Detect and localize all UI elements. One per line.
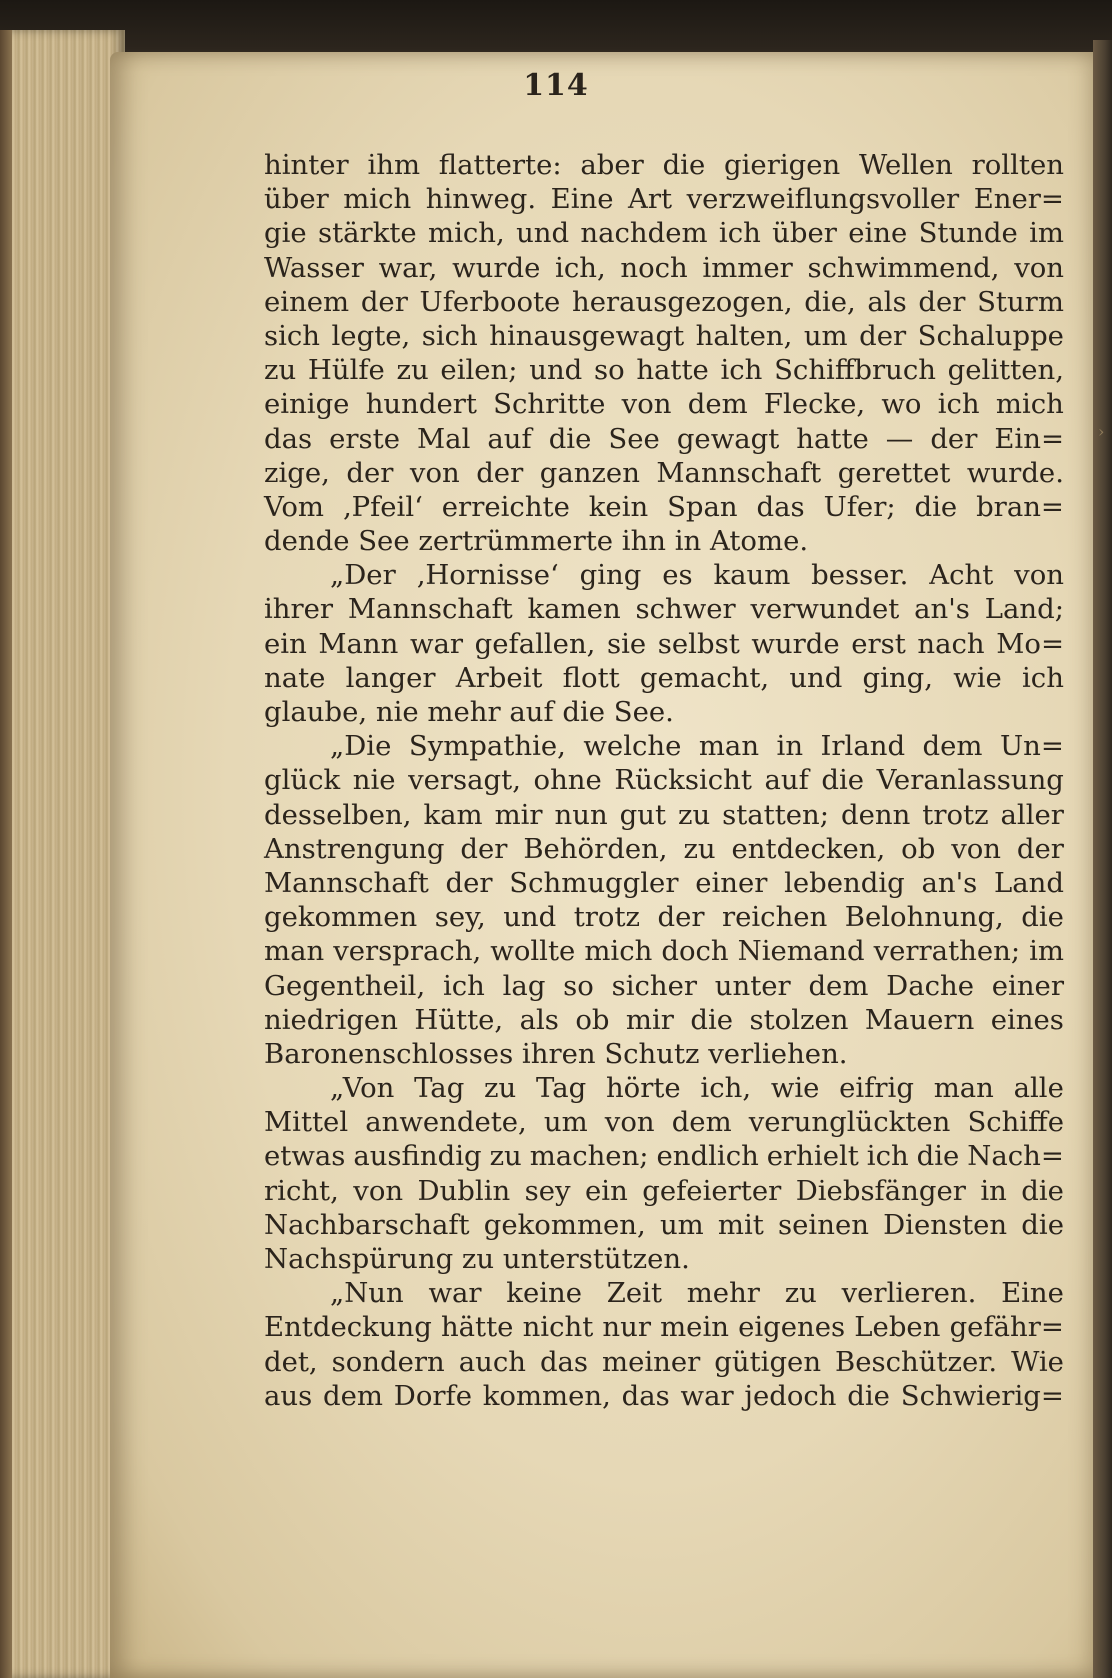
text-line: aus dem Dorfe kommen, das war jedoch die Schwierig= [264,1379,1064,1412]
text-line: einem der Uferboote herausgezogen, die, als der Sturm [264,285,1064,318]
text-line: einige hundert Schritte von dem Flecke, wo ich mich [264,388,1064,421]
text-line: „Der ‚Hornisse‘ ging es kaum besser. Acht von [330,559,1064,592]
margin-mark: › [1098,422,1105,441]
text-line: Anstrengung der Behörden, zu entdecken, ob von der [264,832,1064,865]
text-line: zu Hülfe zu eilen; und so hatte ich Schiffbruch gelitten, [264,354,1064,387]
text-line: Mannschaft der Schmuggler einer lebendig an's Land [264,866,1064,899]
text-line: ihrer Mannschaft kamen schwer verwundet an's Land; [264,593,1064,626]
text-line: dende See zertrümmerte ihn in Atome. [264,525,809,558]
text-line: Baronenschlosses ihren Schutz verliehen. [264,1037,848,1070]
text-line: zige, der von der ganzen Mannschaft gerettet wurde. [264,456,1064,489]
text-line: det, sondern auch das meiner gütigen Beschützer. Wie [264,1345,1064,1378]
text-line: ein Mann war gefallen, sie selbst wurde erst nach Mo= [264,627,1064,660]
text-line: Nachspürung zu unterstützen. [264,1243,690,1275]
text-line: hinter ihm flatterte: aber die gierigen Wellen rollten [264,149,1064,181]
text-line: Vom ‚Pfeil‘ erreichte kein Span das Ufer; die bran= [264,490,1064,523]
text-line: glück nie versagt, ohne Rücksicht auf die Veranlassung [264,764,1064,797]
text-line: „Nun war keine Zeit mehr zu verlieren. Eine [330,1277,1064,1310]
book-page-edges [0,30,125,1678]
text-line: sich legte, sich hinausgewagt halten, um der Schaluppe [264,319,1064,352]
text-line: Gegentheil, ich lag so sicher unter dem Dache einer [264,969,1064,1002]
text-line: „Von Tag zu Tag hörte ich, wie eifrig man alle [330,1072,1064,1105]
text-line: Nachbarschaft gekommen, um mit seinen Diensten die [264,1208,1064,1241]
text-line: gekommen sey, und trotz der reichen Belohnung, die [264,901,1064,934]
text-line: „Die Sympathie, welche man in Irland dem Un= [330,730,1064,763]
book-spine-shadow [1093,40,1112,1678]
text-line: niedrigen Hütte, als ob mir die stolzen Mauern eines [264,1003,1064,1036]
text-line: man versprach, wollte mich doch Niemand verrathen; im [264,935,1064,968]
text-line: richt, von Dublin sey ein gefeierter Diebsfänger in die [264,1174,1064,1207]
text-line: nate langer Arbeit flott gemacht, und ging, wie ich [264,661,1064,694]
text-line: desselben, kam mir nun gut zu statten; denn trotz aller [264,798,1064,831]
text-line: über mich hinweg. Eine Art verzweiflungsvoller Ener= [264,183,1064,216]
body-text [264,148,1064,1413]
text-line: gie stärkte mich, und nachdem ich über eine Stunde im [264,217,1064,250]
text-line: Wasser war, wurde ich, noch immer schwimmend, von [264,251,1064,284]
text-line: Mittel anwendete, um von dem verunglückten Schiffe [264,1106,1064,1139]
text-line: das erste Mal auf die See gewagt hatte — der Ein= [264,422,1064,455]
text-line: etwas ausfindig zu machen; endlich erhielt ich die Nach= [264,1140,1064,1173]
text-line: Entdeckung hätte nicht nur mein eigenes Leben gefähr= [264,1311,1064,1344]
page-number: 114 [523,68,589,103]
text-line: glaube, nie mehr auf die See. [264,696,674,728]
